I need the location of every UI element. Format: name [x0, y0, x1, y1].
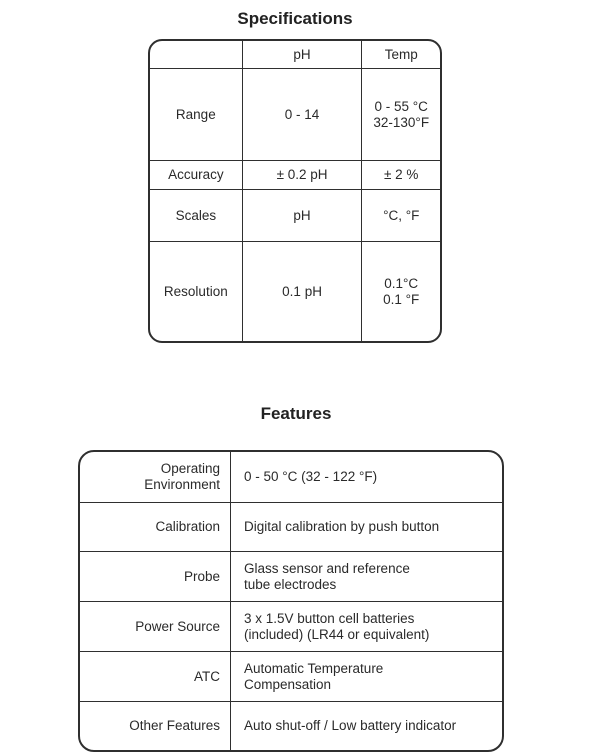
spec-row-ph: 0.1 pH [243, 242, 363, 341]
feature-row-other-features [80, 702, 502, 750]
spec-row-accuracy [150, 161, 440, 190]
feature-label: Other Features [80, 702, 231, 750]
spec-temp-line: 0.1°C [384, 275, 419, 291]
feature-label: Calibration [80, 503, 231, 552]
spec-row-ph: pH [243, 190, 363, 242]
features-table [78, 450, 504, 752]
feature-label: Probe [80, 552, 231, 602]
spec-row-resolution [150, 242, 440, 341]
spec-row-ph: ± 0.2 pH [243, 161, 363, 190]
feature-row-operating-environment [80, 452, 502, 503]
feature-label [80, 452, 231, 503]
feature-label-line: Operating [160, 461, 220, 476]
specifications-table [148, 39, 442, 343]
spec-temp-line: 32-130°F [373, 114, 430, 130]
feature-value [231, 552, 502, 602]
feature-value: Digital calibration by push button [231, 503, 502, 552]
feature-value [231, 602, 502, 652]
feature-value-line: Glass sensor and reference [244, 560, 410, 576]
spec-row-label: Range [150, 69, 243, 161]
feature-value-line: Automatic Temperature [244, 660, 384, 676]
feature-row-power-source [80, 602, 502, 652]
feature-label: Power Source [80, 602, 231, 652]
spec-header-temp: Temp [362, 41, 440, 69]
spec-row-label: Scales [150, 190, 243, 242]
spec-temp-line: 0 - 55 °C [374, 98, 428, 114]
feature-row-atc [80, 652, 502, 702]
feature-row-calibration [80, 503, 502, 552]
feature-row-probe [80, 552, 502, 602]
spec-row-label: Accuracy [150, 161, 243, 190]
feature-value-line: 3 x 1.5V button cell batteries [244, 610, 415, 626]
feature-value [231, 652, 502, 702]
spec-row-label: Resolution [150, 242, 243, 341]
spec-row-scales [150, 190, 440, 242]
feature-value-line: Compensation [244, 676, 332, 692]
features-title: Features [260, 404, 332, 423]
spec-row-temp: °C, °F [362, 190, 440, 242]
feature-value: 0 - 50 °C (32 - 122 °F) [231, 452, 502, 503]
spec-row-temp [362, 69, 440, 161]
specifications-title: Specifications [237, 9, 353, 28]
spec-row-temp [362, 242, 440, 341]
feature-value: Auto shut-off / Low battery indicator [244, 718, 457, 733]
spec-row-temp: ± 2 % [362, 161, 440, 190]
feature-value-line: tube electrodes [244, 576, 337, 592]
spec-header-empty [150, 41, 243, 69]
spec-header-row [150, 41, 440, 69]
spec-row-ph: 0 - 14 [243, 69, 363, 161]
spec-temp-line: 0.1 °F [383, 291, 420, 307]
feature-label: ATC [80, 652, 231, 702]
feature-value-line: (included) (LR44 or equivalent) [244, 626, 430, 642]
spec-header-ph: pH [243, 41, 363, 69]
spec-row-range [150, 69, 440, 161]
feature-label-line: Environment [144, 477, 220, 492]
